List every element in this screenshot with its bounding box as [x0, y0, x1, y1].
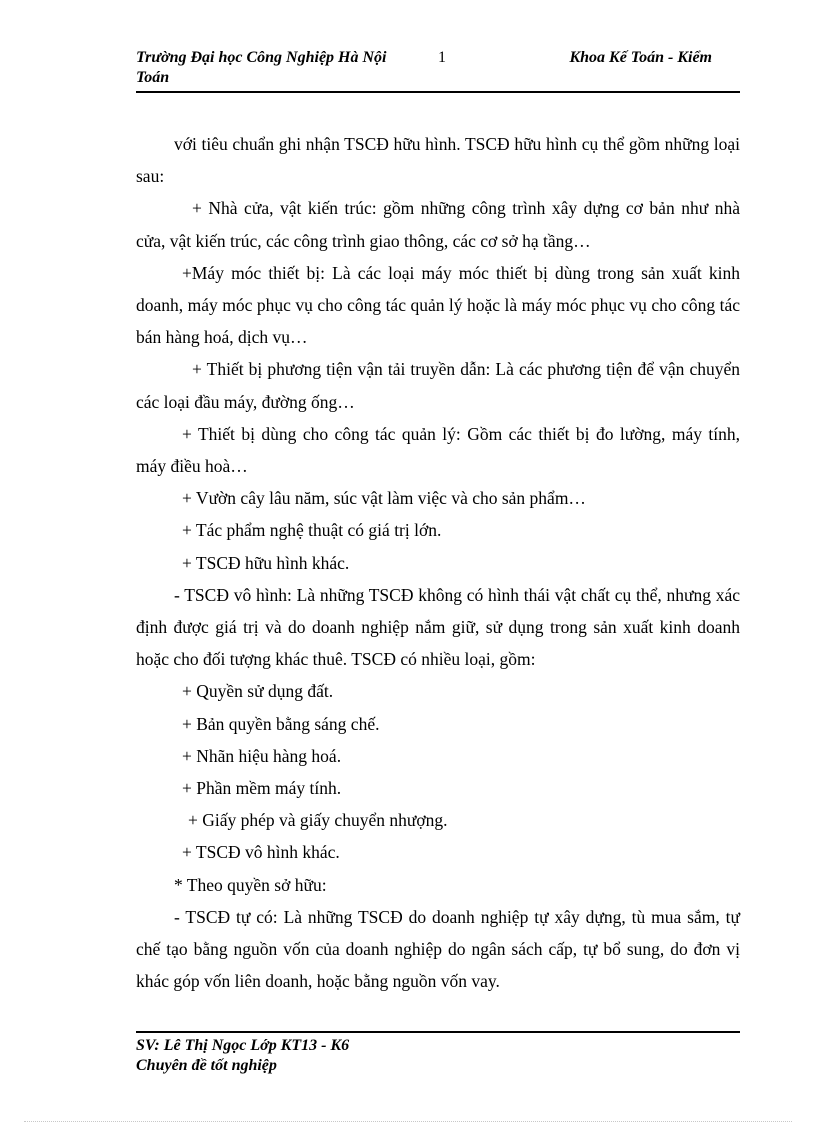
footer-student-info: SV: Lê Thị Ngọc Lớp KT13 - K6	[136, 1037, 350, 1054]
paragraph: + Vườn cây lâu năm, súc vật làm việc và cho sản phẩm…	[182, 488, 586, 509]
footer-divider	[136, 1031, 740, 1033]
paragraph: + Thiết bị phương tiện vận tải truyền dẫn: Là các phương tiện để vận chuyển các loại đầu máy, đường ống…	[136, 359, 740, 412]
header-department: Khoa Kế Toán - Kiểm	[569, 49, 712, 66]
paragraph: + Nhà cửa, vật kiến trúc: gồm những công trình xây dựng cơ bản như nhà cửa, vật kiến trúc, các công trình giao thông, các cơ sở hạ tầng…	[136, 198, 740, 251]
paragraph: với tiêu chuẩn ghi nhận TSCĐ hữu hình. TSCĐ hữu hình cụ thể gồm những loại sau:	[136, 134, 740, 187]
page-number: 1	[438, 49, 446, 66]
paragraph: + TSCĐ vô hình khác.	[182, 842, 340, 863]
header-school-name: Trường Đại học Công Nghiệp Hà Nội	[136, 49, 387, 66]
paragraph: + Bản quyền bằng sáng chế.	[182, 713, 380, 734]
paragraph: + Phần mềm máy tính.	[182, 778, 342, 799]
footer-doc-type: Chuyên đề tốt nghiệp	[136, 1057, 277, 1074]
paragraph: + Giấy phép và giấy chuyển nhượng.	[188, 810, 448, 831]
paragraph: + TSCĐ hữu hình khác.	[182, 552, 350, 573]
paragraph: + Thiết bị dùng cho công tác quản lý: Gồm các thiết bị đo lường, máy tính, máy điều hoà…	[136, 423, 740, 477]
document-body	[136, 128, 740, 997]
page-edge	[24, 1121, 792, 1122]
paragraph: + Tác phẩm nghệ thuật có giá trị lớn.	[182, 520, 442, 541]
page-footer	[136, 1036, 740, 1076]
header-divider	[136, 91, 740, 93]
paragraph: - TSCĐ tự có: Là những TSCĐ do doanh nghiệp tự xây dựng, tù mua sắm, tự chế tạo bằng nguồn vốn của doanh nghiệp do ngân sách cấp, tự bổ sung, do đơn vị khác góp vốn liên doanh, hoặc bằng nguồn vốn vay.	[136, 906, 740, 992]
paragraph: - TSCĐ vô hình: Là những TSCĐ không có hình thái vật chất cụ thể, nhưng xác định được giá trị và do doanh nghiệp nắm giữ, sử dụng trong sản xuất kinh doanh hoặc cho đối tượng khác thuê. TSCĐ có nhiều loại, gồm:	[136, 584, 740, 670]
paragraph: + Nhãn hiệu hàng hoá.	[182, 745, 342, 766]
paragraph: * Theo quyền sở hữu:	[174, 874, 327, 895]
header-school-name-cont: Toán	[136, 69, 170, 86]
paragraph: + Quyền sử dụng đất.	[182, 681, 334, 702]
paragraph: +Máy móc thiết bị: Là các loại máy móc thiết bị dùng trong sản xuất kinh doanh, máy móc phục vụ cho công tác quản lý hoặc là máy móc phục vụ cho công tác bán hàng hoá, dịch vụ…	[136, 262, 740, 348]
